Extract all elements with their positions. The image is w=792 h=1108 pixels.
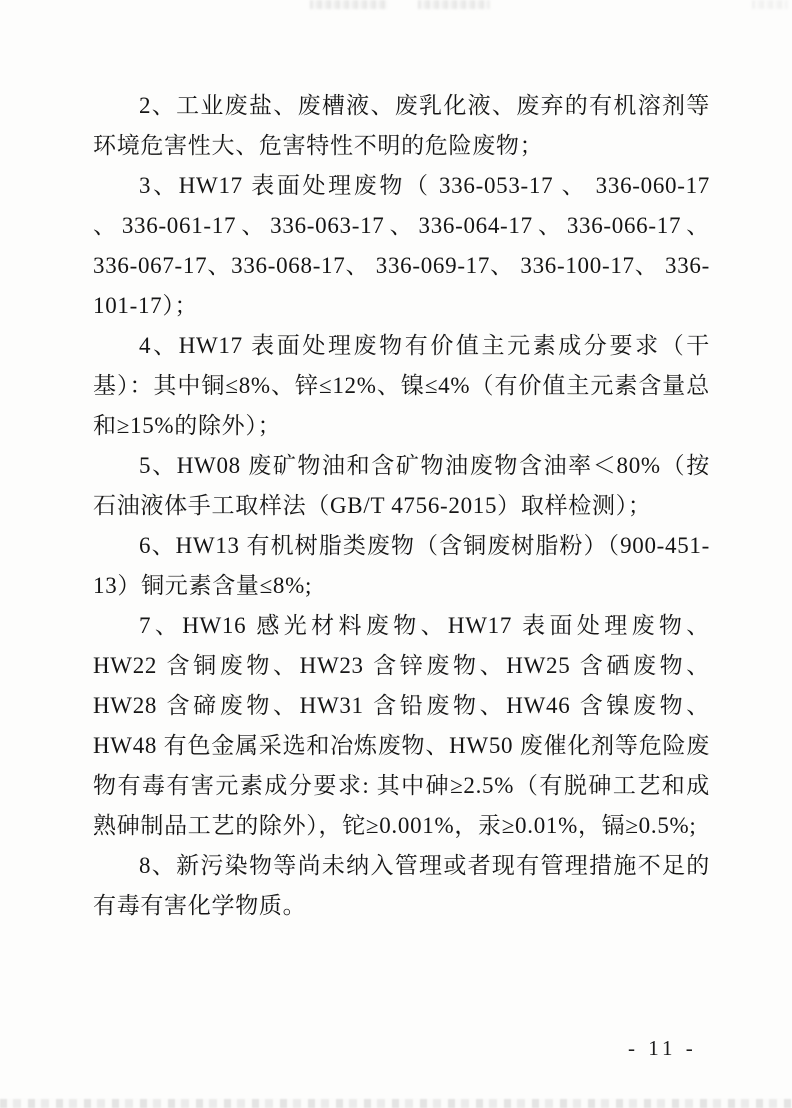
doc-paragraph-item-6: 6、HW13 有机树脂类废物（含铜废树脂粉）（900-451-13）铜元素含量≤8%;: [93, 533, 710, 598]
scan-artifact-bottom-band: [0, 1099, 792, 1108]
doc-paragraph-item-8: 8、新污染物等尚未纳入管理或者现有管理措施不足的有毒有害化学物质。: [93, 853, 710, 918]
scan-artifact-top-1: [310, 0, 388, 9]
doc-paragraph-item-3: 3、HW17 表面处理废物（ 336-053-17 、 336-060-17 、336-061-17、336-063-17、336-064-17、336-066-17、336-067-17、336-068-17、 336-069-17、 336-100-17、 336-101-17）；: [93, 173, 710, 318]
doc-paragraph-item-4: 4、HW17 表面处理废物有价值主元素成分要求（干基）：其中铜≤8%、锌≤12%、镍≤4%（有价值主元素含量总和≥15%的除外）；: [93, 333, 710, 438]
document-body: [93, 86, 710, 926]
doc-paragraph-item-7: 7、HW16 感光材料废物、HW17 表面处理废物、HW22 含铜废物、HW23 含锌废物、HW25 含硒废物、HW28 含碲废物、HW31 含铅废物、HW46 含镍废物、HW48 有色金属采选和冶炼废物、HW50 废催化剂等危险废物有毒有害元素成分要求: 其中砷≥2.5%（有脱砷工艺和成熟砷制品工艺的除外），铊≥0.001%，汞≥0.01%，镉≥0.5%;: [93, 613, 710, 838]
scan-artifact-top-2: [418, 0, 490, 9]
page-number: - 11 -: [628, 1036, 697, 1060]
scan-artifact-top-3: [752, 0, 788, 9]
doc-paragraph-item-5: 5、HW08 废矿物油和含矿物油废物含油率＜80%（按石油液体手工取样法（GB/T 4756-2015）取样检测）；: [93, 453, 710, 518]
doc-paragraph-item-2: 2、工业废盐、废槽液、废乳化液、废弃的有机溶剂等环境危害性大、危害特性不明的危险废物；: [93, 93, 710, 158]
